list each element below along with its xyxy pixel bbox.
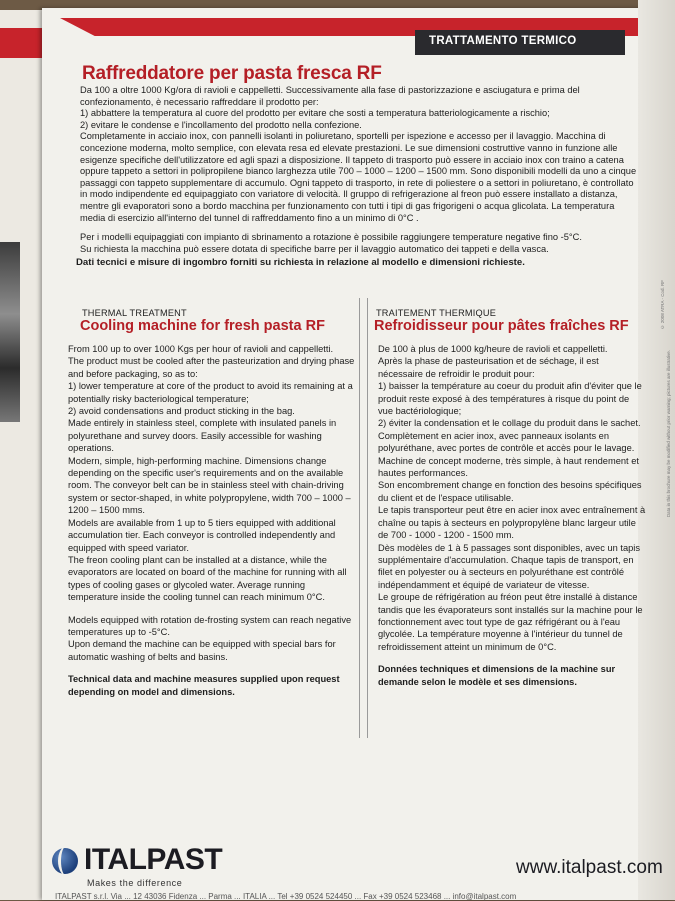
website-url: www.italpast.com	[516, 857, 663, 878]
french-paragraph: Le tapis transporteur peut être en acier inox avec entraînement à chaîne ou tapis à secteurs en polypropylène blanc largeur utile de 700 - 1000 - 1200 - 1500 mm.	[378, 505, 646, 541]
italian-paragraph: 1) abbattere la temperatura al cuore del prodotto per evitare che sosti a temperatura batteriologicamente a rischio;	[80, 108, 550, 119]
english-paragraph: The product must be cooled after the pasteurization and drying phase and before packaging, so as to:	[68, 356, 355, 379]
english-paragraph: Models equipped with rotation de-frosting system can reach negative temperatures up to -5°C.	[68, 614, 352, 637]
italian-paragraph: Completamente in acciaio inox, con pannelli isolanti in poliuretano, sportelli per ispezione e accesso per il lavaggio. Macchina di concezione moderna, molto semplice, con elevata resa ed elevate prestazioni. Le sue dimensioni costruttive vanno in funzione alle esigenze specifiche dell'utilizzatore ed agli spazi a disposizione. Il tappeto di trasporto può essere in acciaio inox con traino a catena oppure tappeto a settori in polipropilene bianco larghezza utile 700 – 1000 – 1200 – 1500 mm. Sono disponibili modelli da uno a cinque passaggi con tappeto supplementare di accumulo. Ogni tappeto di trasporto, in rete di poliestere o a settori in poliuretano, è controllato in modo indipendente ed equipaggiato con variatore di velocità. Il gruppo di refrigerazione al freon può essere installato a distanza, mentre gli evaporatori sono a bordo macchina per funzionamento con tutti i tipi di gas frigorigeni o acqua glicolata. La temperatura media di esercizio all'interno del tunnel di raffreddamento fino a un minimo di 0°C .	[80, 131, 637, 223]
italian-paragraph: Per i modelli equipaggiati con impianto di sbrinamento a rotazione è possibile raggiungere temperature negative fino -5°C.	[80, 232, 582, 243]
french-paragraph: Après la phase de pasteurisation et de séchage, il est nécessaire de refroidir le produit pour:	[378, 356, 599, 379]
disclaimer-note: Data in this brochure may be modified without prior warning; pictures are illustrative.	[666, 350, 671, 518]
french-paragraph: Dès modèles de 1 à 5 passages sont disponibles, avec un tapis supplémentaire d'accumulation. Chaque tapis de transport, en filet en polyester ou à secteurs en polyuréthane est contrôlé indépendamment et équipé de variateur de vitesse.	[378, 542, 641, 590]
logo-tagline: Makes the difference	[87, 878, 183, 888]
french-technical-note: Données techniques et dimensions de la machine sur demande selon le modèle et ses dimensions.	[378, 664, 616, 687]
english-paragraph: From 100 up to over 1000 Kgs per hour of ravioli and cappelletti.	[68, 344, 334, 354]
french-paragraph: 2) éviter la condensation et le collage du produit dans le sachet.	[378, 418, 641, 429]
italian-technical-note: Dati tecnici e misure di ingombro forniti su richiesta in relazione al modello e dimensioni richieste.	[76, 257, 525, 268]
english-paragraph: Made entirely in stainless steel, complete with insulated panels in polyurethane and survey doors. Easily accessible for washing operations.	[68, 418, 337, 454]
english-paragraph: Models are available from 1 up to 5 tiers equipped with additional accumulation tier. Each conveyor is controlled independently and equipped with speed variator.	[68, 517, 336, 553]
french-section-label: TRAITEMENT THERMIQUE	[376, 308, 497, 318]
italian-title: Raffreddatore per pasta fresca RF	[82, 63, 382, 84]
french-body	[378, 343, 646, 688]
english-body	[68, 343, 356, 698]
english-paragraph: 1) lower temperature at core of the product to avoid its remaining at a potentially risky bacteriological temperature;	[68, 381, 353, 404]
header-label: TRATTAMENTO TERMICO	[429, 35, 577, 47]
french-paragraph: Son encombrement change en fonction des besoins spécifiques du client et de l'espace utilisable.	[378, 480, 642, 503]
globe-icon	[52, 848, 78, 874]
italian-paragraph: 2) evitare le condense e l'incollamento del prodotto nella confezione.	[80, 119, 362, 130]
english-paragraph: 2) avoid condensations and product sticking in the bag.	[68, 406, 295, 417]
italian-paragraph: Su richiesta la macchina può essere dotata di specifiche barre per il lavaggio automatico dei tappeti e della vasca.	[80, 243, 549, 254]
french-paragraph: Le groupe de réfrigération au fréon peut être installé à distance tandis que les évaporateurs sont installés sur la machine pour le fonctionnement avec tout type de gaz réfrigérant ou à l'eau glycolée. La température moyenne à l'intérieur du tunnel de refroidissement atteint un minimum de 0°C.	[378, 592, 643, 652]
copyright-note: © 2008 ATRA - Cod. RF	[660, 280, 665, 330]
italian-body	[80, 85, 642, 255]
logo-text: ITALPAST	[84, 843, 223, 876]
footer-contacts: ITALPAST s.r.l. Via ... 12 43036 Fidenza ... Parma ... ITALIA ... Tel +39 0524 524450 ... Fax +39 0524 523468 ... info@italpast.com	[55, 892, 517, 901]
english-title: Cooling machine for fresh pasta RF	[80, 318, 325, 334]
french-section	[367, 298, 648, 738]
english-technical-note: Technical data and machine measures supplied upon request depending on model and dimensions.	[68, 674, 340, 697]
english-section-label: THERMAL TREATMENT	[82, 308, 187, 318]
french-title: Refroidisseur pour pâtes fraîches RF	[374, 318, 629, 334]
french-paragraph: De 100 à plus de 1000 kg/heure de ravioli et cappelletti.	[378, 344, 608, 354]
french-paragraph: Complètement en acier inox, avec panneaux isolants en polyuréthane, avec portes de contrôle et accès pour le lavage.	[378, 430, 635, 454]
italian-paragraph: Da 100 a oltre 1000 Kg/ora di ravioli e cappelletti. Successivamente alla fase di pastorizzazione e asciugatura e prima del confezionamento, è necessario raffreddare il prodotto per:	[80, 85, 580, 107]
background-sheet	[0, 10, 46, 900]
english-paragraph: The freon cooling plant can be installed at a distance, while the evaporators are located on board of the machine for running with all types of cooling gases or glycoled water. Average running temperature inside the cooling tunnel can reach minimum 0°C.	[68, 554, 347, 603]
header-banner	[415, 30, 625, 55]
english-section	[54, 298, 360, 738]
english-paragraph: Modern, simple, high-performing machine. Dimensions change depending on the specific user's requirements and on the available room. The conveyor belt can be in stainless steel with chain-driving system or sector-shaped, in white polypropylene, width 700 – 1000 – 1200 – 1500 mms.	[68, 455, 351, 516]
french-paragraph: 1) baisser la température au coeur du produit afin d'éviter que le produit reste exposé à des températures à risque du point de vue bactériologique;	[378, 381, 642, 417]
french-paragraph: Machine de concept moderne, très simple, à haut rendement et hautes performances.	[378, 455, 639, 479]
background-red-band	[0, 28, 46, 58]
english-paragraph: Upon demand the machine can be equipped with special bars for automatic washing of belts and basins.	[68, 639, 336, 662]
background-photo	[0, 242, 20, 422]
